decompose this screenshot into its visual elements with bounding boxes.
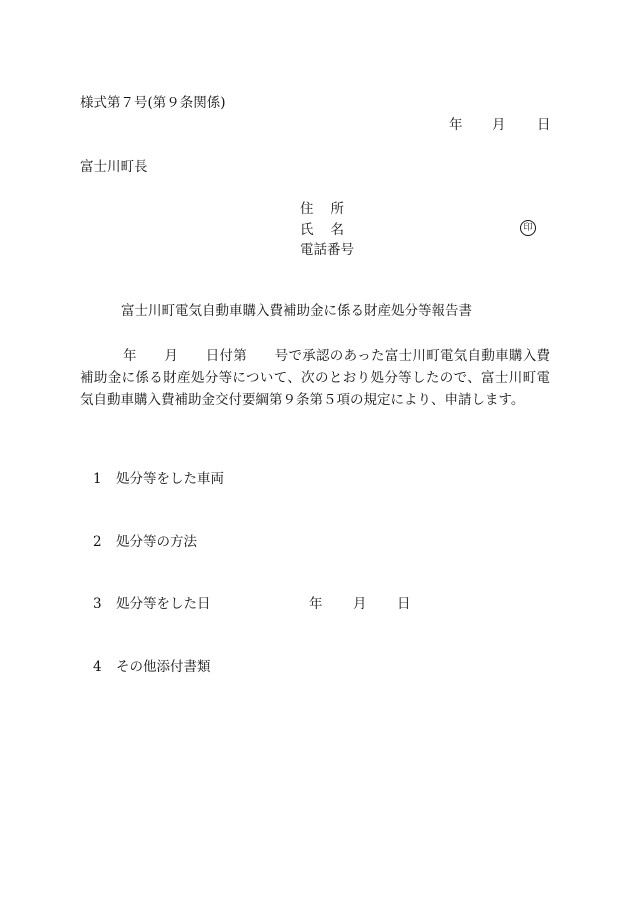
item-number: 2 — [93, 534, 102, 550]
item-date — [93, 598, 211, 612]
item-label: 処分等の方法 — [116, 534, 197, 550]
item-label: 処分等をした車両 — [116, 471, 224, 487]
date-day-label: 日 — [537, 117, 551, 133]
item-label: その他添付書類 — [116, 659, 211, 675]
date-month-label: 月 — [492, 117, 506, 133]
recipient: 富士川町長 — [80, 159, 148, 175]
item-vehicle — [93, 473, 224, 487]
phone-label: 電話番号 — [300, 242, 354, 258]
form-number: 様式第７号(第９条関係) — [80, 95, 226, 111]
seal-icon: 印 — [520, 220, 536, 236]
name-label: 氏名 — [300, 222, 361, 238]
item-date-year-label: 年 — [309, 596, 323, 612]
item-number: 1 — [93, 471, 102, 487]
item-method — [93, 536, 197, 550]
item-date-month-label: 月 — [353, 596, 367, 612]
body-paragraph: 年 月 日付第 号で承認のあった富士川町電気自動車購入費補助金に係る財産処分等について、次のとおり処分等したので、富士川町電気自動車購入費補助金交付要綱第９条第５項の規定により、申請します。 — [80, 348, 550, 408]
address-label: 住所 — [300, 201, 361, 217]
item-number: 3 — [93, 596, 102, 612]
date-year-label: 年 — [449, 117, 463, 133]
item-attachments — [93, 661, 211, 675]
item-label: 処分等をした日 — [116, 596, 211, 612]
item-date-day-label: 日 — [397, 596, 411, 612]
item-number: 4 — [93, 659, 102, 675]
document-title: 富士川町電気自動車購入費補助金に係る財産処分等報告書 — [121, 303, 472, 319]
